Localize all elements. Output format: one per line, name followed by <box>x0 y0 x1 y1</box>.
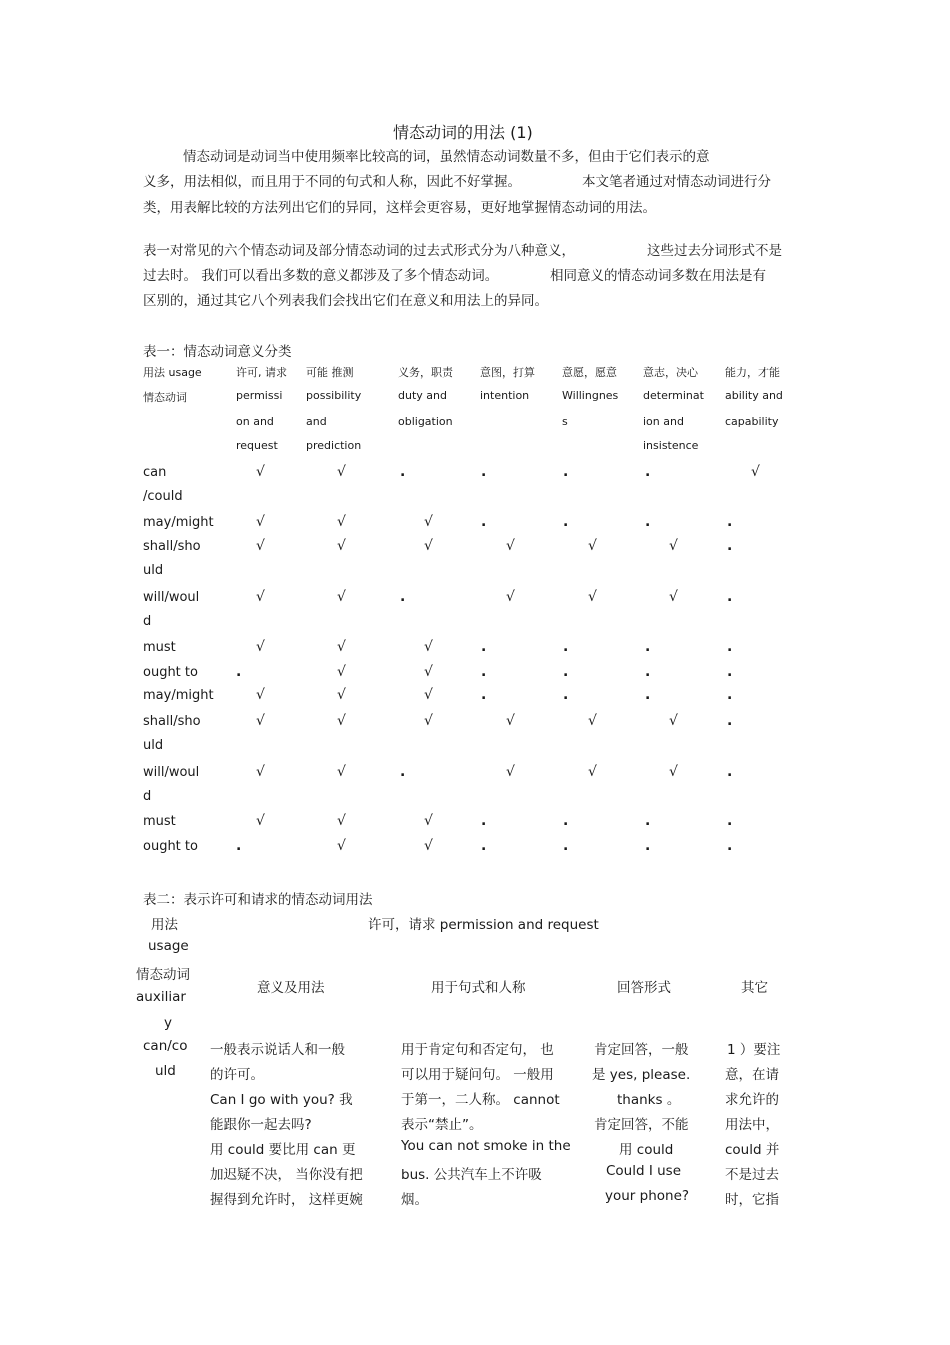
verb-label: will/woul <box>143 765 200 780</box>
empty-dot: . <box>645 838 651 854</box>
empty-dot: . <box>727 687 733 703</box>
empty-dot: . <box>645 813 651 829</box>
intro-line-2b: 本文笔者通过对情态动词进行分 <box>582 174 771 190</box>
other-line: 意，在请 <box>725 1067 779 1083</box>
check-mark: √ <box>337 639 346 655</box>
verb-label: shall/sho <box>143 714 201 729</box>
empty-dot: . <box>481 639 487 655</box>
meaning-line: Can I go with you? 我 <box>210 1092 353 1108</box>
check-mark: √ <box>424 664 433 680</box>
empty-dot: . <box>481 514 487 530</box>
aux-label-zh: 情态动词 <box>136 967 190 983</box>
usage-line: 于第一，二人称。 cannot <box>401 1092 560 1108</box>
usage-line: You can not smoke in the <box>401 1138 571 1154</box>
check-mark: √ <box>256 514 265 530</box>
check-mark: √ <box>751 464 760 480</box>
check-mark: √ <box>506 538 515 554</box>
header-cell: duty and <box>398 389 447 402</box>
check-mark: √ <box>256 813 265 829</box>
check-mark: √ <box>424 687 433 703</box>
check-mark: √ <box>337 713 346 729</box>
empty-dot: . <box>481 464 487 480</box>
check-mark: √ <box>256 464 265 480</box>
header-col0-line: 情态动词 <box>143 391 187 404</box>
col-header-answer: 回答形式 <box>617 980 671 996</box>
empty-dot: . <box>645 664 651 680</box>
empty-dot: . <box>400 764 406 780</box>
check-mark: √ <box>337 838 346 854</box>
verb-label: d <box>143 789 152 804</box>
verb-label: d <box>143 614 152 629</box>
table2-caption: 表二：表示许可和请求的情态动词用法 <box>143 892 373 908</box>
usage-value: 许可，请求 permission and request <box>368 917 599 933</box>
answer-line: your phone? <box>605 1188 690 1204</box>
empty-dot: . <box>563 514 569 530</box>
empty-dot: . <box>563 464 569 480</box>
answer-line: 肯定回答，一般 <box>594 1042 689 1058</box>
empty-dot: . <box>727 639 733 655</box>
empty-dot: . <box>236 664 242 680</box>
empty-dot: . <box>563 813 569 829</box>
header-cell: permissi <box>236 389 283 402</box>
para2-line-2b: 相同意义的情态动词多数在用法是有 <box>550 268 766 284</box>
usage-line: 烟。 <box>401 1192 428 1208</box>
verb-label: uld <box>155 1063 176 1079</box>
usage-line: 可以用于疑问句。 一般用 <box>401 1067 554 1083</box>
empty-dot: . <box>236 838 242 854</box>
empty-dot: . <box>727 713 733 729</box>
check-mark: √ <box>588 764 597 780</box>
check-mark: √ <box>588 713 597 729</box>
other-line: 求允许的 <box>725 1092 779 1108</box>
empty-dot: . <box>645 687 651 703</box>
empty-dot: . <box>727 838 733 854</box>
other-line: could 并 <box>725 1142 780 1158</box>
header-cell: and <box>306 415 327 428</box>
verb-label: /could <box>143 489 183 504</box>
check-mark: √ <box>424 538 433 554</box>
check-mark: √ <box>256 687 265 703</box>
check-mark: √ <box>588 589 597 605</box>
meaning-line: 加迟疑不决， 当你没有把 <box>210 1167 363 1183</box>
check-mark: √ <box>256 713 265 729</box>
header-cell: s <box>562 415 568 428</box>
other-line: 1 ）要注 <box>727 1042 781 1058</box>
check-mark: √ <box>337 687 346 703</box>
check-mark: √ <box>424 713 433 729</box>
header-cell: on and <box>236 415 274 428</box>
usage-label-en: usage <box>148 938 189 954</box>
answer-line: Could I use <box>606 1163 682 1179</box>
col-header-other: 其它 <box>741 980 768 996</box>
check-mark: √ <box>506 764 515 780</box>
answer-line: thanks 。 <box>617 1092 681 1108</box>
aux-label-y: y <box>164 1015 172 1031</box>
other-line: 时，它指 <box>725 1192 779 1208</box>
aux-label-en: auxiliar <box>136 989 186 1005</box>
page-title: 情态动词的用法 (1) <box>393 123 533 142</box>
answer-line: 是 yes, please. <box>592 1067 691 1083</box>
empty-dot: . <box>481 838 487 854</box>
verb-label: must <box>143 640 176 655</box>
verb-label: ought to <box>143 665 198 680</box>
header-cell: prediction <box>306 439 362 452</box>
verb-label: may/might <box>143 688 214 703</box>
check-mark: √ <box>337 464 346 480</box>
verb-label: uld <box>143 563 164 578</box>
check-mark: √ <box>256 589 265 605</box>
check-mark: √ <box>669 589 678 605</box>
para2-line-3: 区别的，通过其它八个列表我们会找出它们在意义和用法上的异同。 <box>143 293 548 309</box>
empty-dot: . <box>645 464 651 480</box>
check-mark: √ <box>256 538 265 554</box>
header-cell: ability and <box>725 389 783 402</box>
empty-dot: . <box>727 538 733 554</box>
header-cell: 可能 推测 <box>306 366 354 379</box>
check-mark: √ <box>337 589 346 605</box>
usage-line: 用于肯定句和否定句， 也 <box>401 1042 554 1058</box>
empty-dot: . <box>727 764 733 780</box>
empty-dot: . <box>727 514 733 530</box>
header-cell: 义务，职责 <box>398 366 453 379</box>
meaning-line: 一般表示说话人和一般 <box>210 1042 345 1058</box>
table1-caption: 表一：情态动词意义分类 <box>143 344 292 360</box>
empty-dot: . <box>481 664 487 680</box>
check-mark: √ <box>337 514 346 530</box>
header-cell: 意愿，愿意 <box>562 366 617 379</box>
intro-line-1: 情态动词是动词当中使用频率比较高的词，虽然情态动词数量不多，但由于它们表示的意 <box>183 149 710 165</box>
header-cell: insistence <box>643 439 699 452</box>
check-mark: √ <box>506 589 515 605</box>
meaning-line: 握得到允许时， 这样更婉 <box>210 1192 363 1208</box>
verb-label: uld <box>143 738 164 753</box>
check-mark: √ <box>337 538 346 554</box>
usage-line: 表示“禁止”。 <box>401 1117 483 1133</box>
para2-line-2: 过去时。 我们可以看出多数的意义都涉及了多个情态动词。 <box>143 268 499 284</box>
usage-label-zh: 用法 <box>151 917 178 933</box>
empty-dot: . <box>563 639 569 655</box>
empty-dot: . <box>645 639 651 655</box>
header-cell: 意图，打算 <box>480 366 535 379</box>
empty-dot: . <box>727 813 733 829</box>
empty-dot: . <box>563 838 569 854</box>
empty-dot: . <box>727 589 733 605</box>
verb-label: can/co <box>143 1038 188 1054</box>
empty-dot: . <box>727 664 733 680</box>
header-cell: obligation <box>398 415 453 428</box>
other-line: 不是过去 <box>725 1167 779 1183</box>
empty-dot: . <box>563 687 569 703</box>
check-mark: √ <box>506 713 515 729</box>
check-mark: √ <box>669 713 678 729</box>
empty-dot: . <box>645 514 651 530</box>
empty-dot: . <box>400 464 406 480</box>
verb-label: ought to <box>143 839 198 854</box>
header-cell: intention <box>480 389 530 402</box>
check-mark: √ <box>424 838 433 854</box>
header-cell: request <box>236 439 278 452</box>
header-cell: ion and <box>643 415 684 428</box>
empty-dot: . <box>481 813 487 829</box>
header-cell: capability <box>725 415 779 428</box>
header-cell: Willingnes <box>562 389 619 402</box>
empty-dot: . <box>400 589 406 605</box>
header-col0-line: 用法 usage <box>143 366 202 379</box>
col-header-usage: 用于句式和人称 <box>431 980 526 996</box>
header-cell: 能力，才能 <box>725 366 780 379</box>
meaning-line: 的许可。 <box>210 1067 264 1083</box>
other-line: 用法中， <box>725 1117 779 1133</box>
check-mark: √ <box>424 514 433 530</box>
check-mark: √ <box>337 813 346 829</box>
check-mark: √ <box>424 639 433 655</box>
col-header-meaning: 意义及用法 <box>257 980 325 996</box>
check-mark: √ <box>669 764 678 780</box>
para2-line-1: 表一对常见的六个情态动词及部分情态动词的过去式形式分为八种意义， <box>143 243 575 259</box>
check-mark: √ <box>424 813 433 829</box>
header-cell: determinat <box>643 389 704 402</box>
intro-line-3: 类，用表解比较的方法列出它们的异同，这样会更容易，更好地掌握情态动词的用法。 <box>143 200 656 216</box>
check-mark: √ <box>588 538 597 554</box>
verb-label: can <box>143 465 167 480</box>
check-mark: √ <box>256 639 265 655</box>
usage-line: bus. 公共汽车上不许吸 <box>401 1167 542 1183</box>
header-cell: possibility <box>306 389 362 402</box>
verb-label: will/woul <box>143 590 200 605</box>
meaning-line: 能跟你一起去吗? <box>210 1117 312 1133</box>
check-mark: √ <box>669 538 678 554</box>
check-mark: √ <box>337 664 346 680</box>
answer-line: 肯定回答，不能 <box>594 1117 689 1133</box>
header-cell: 许可, 请求 <box>236 366 287 379</box>
para2-line-1b: 这些过去分词形式不是 <box>647 243 782 259</box>
answer-line: 用 could <box>619 1142 674 1158</box>
verb-label: shall/sho <box>143 539 201 554</box>
empty-dot: . <box>563 664 569 680</box>
header-cell: 意志，决心 <box>643 366 698 379</box>
verb-label: may/might <box>143 515 214 530</box>
intro-line-2: 义多，用法相似，而且用于不同的句式和人称，因此不好掌握。 <box>143 174 521 190</box>
check-mark: √ <box>337 764 346 780</box>
meaning-line: 用 could 要比用 can 更 <box>210 1142 356 1158</box>
empty-dot: . <box>481 687 487 703</box>
verb-label: must <box>143 814 176 829</box>
check-mark: √ <box>256 764 265 780</box>
